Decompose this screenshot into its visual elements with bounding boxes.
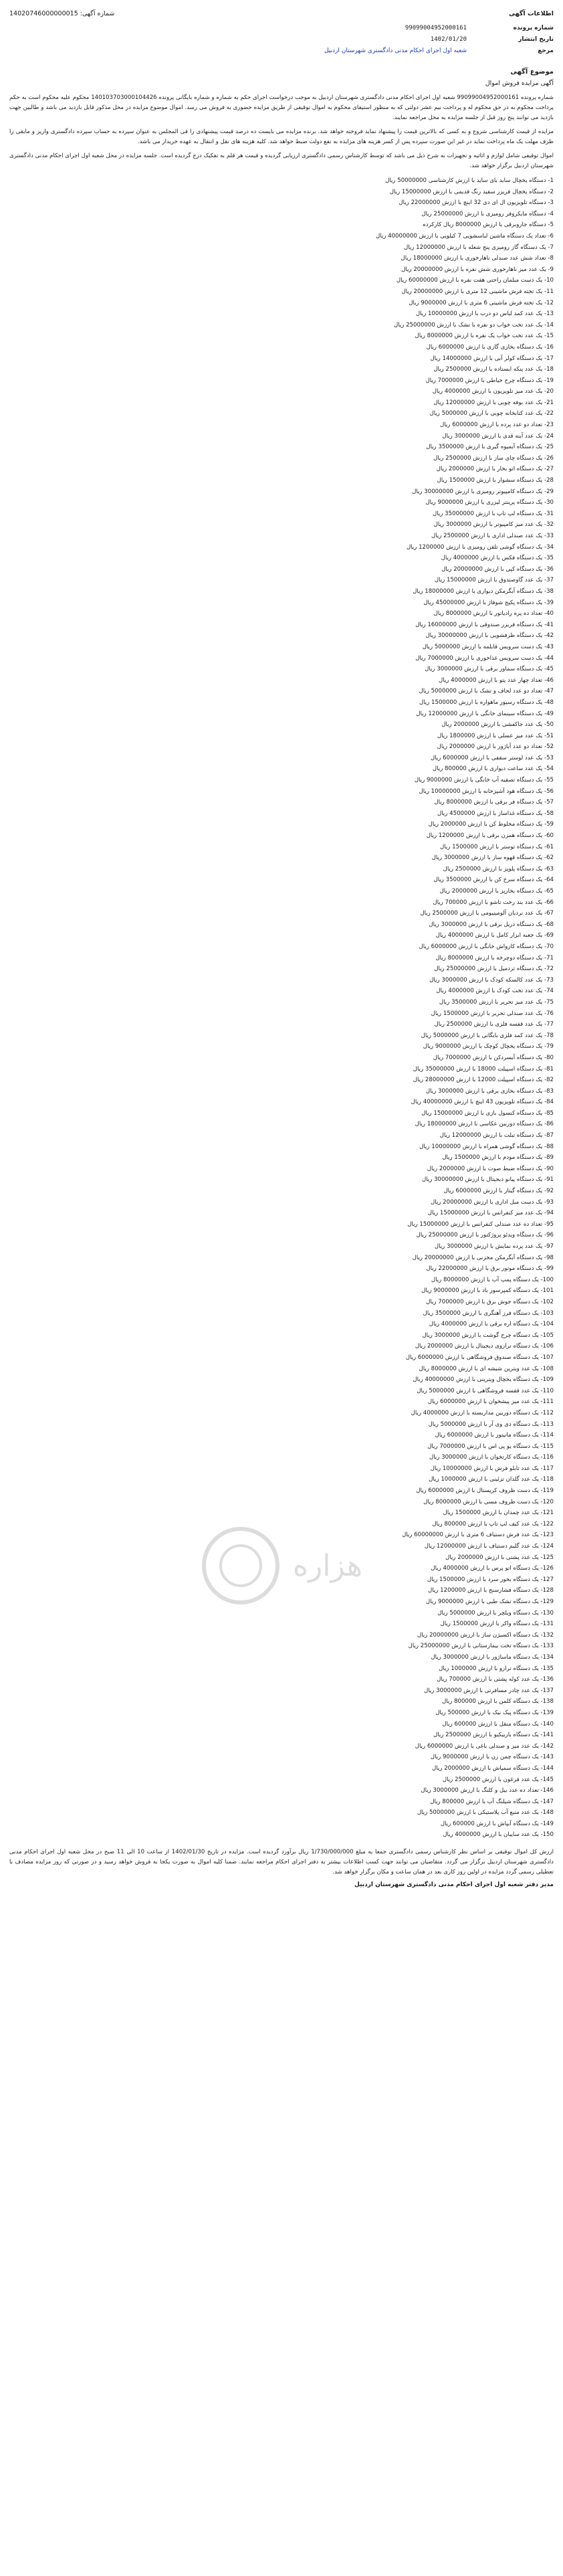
list-item: 79- یک دستگاه یخچال کوچک با ارزش 9000000 ریال xyxy=(423,1043,554,1050)
intro-paragraphs xyxy=(9,93,554,171)
list-item: 56- یک دستگاه هود آشپزخانه با ارزش 10000000 ریال xyxy=(419,788,554,795)
docnum-value: 99099004952000161 xyxy=(405,25,467,31)
meta-row-date xyxy=(9,34,554,45)
list-item: 77- یک عدد قفسه فلزی با ارزش 2500000 ریال xyxy=(434,1021,554,1028)
list-item: 18- یک عدد پنکه ایستاده با ارزش 2500000 ریال xyxy=(433,366,554,373)
list-item: 13- یک عدد کمد لباس دو درب با ارزش 10000000 ریال xyxy=(415,310,554,318)
list-item: 3- دستگاه تلویزیون ال ای دی 32 اینچ با ارزش 22000000 ریال xyxy=(399,199,554,207)
list-item: 41- یک دستگاه فریزر صندوقی با ارزش 16000000 ریال xyxy=(415,621,554,628)
list-item: 75- یک عدد میز تحریر با ارزش 3500000 ریال xyxy=(439,998,554,1006)
intro-paragraph: مزایده از قیمت کارشناسی شروع و به کسی که بالاترین قیمت را پیشنهاد نماید فروخته خواهد شد. برنده مزایده می بایست ده درصد قیمت پیشنهادی را فی المجلس به عنوان سپرده به حساب سپرده دادگستری واریز و مابقی را ظرف مهلت یک ماه پرداخت نماید در غیر این صورت سپرده پس از کسر هزینه های مزایده به نفع دولت ضبط خواهد شد. کلیه هزینه های نقل و انتقال به عهده خریدار می باشد. xyxy=(9,128,554,145)
list-item: 146- تعداد ده عدد بیل و کلنگ با ارزش 3000000 ریال xyxy=(421,1787,554,1795)
branch-value: شعبه اول اجرای احکام مدنی دادگستری شهرستان اردبیل xyxy=(324,48,467,54)
list-item: 1- دستگاه یخچال ساید بای ساید با ارزش کارشناسی 50000000 ریال xyxy=(385,177,554,184)
list-item: 134- یک دستگاه ماساژور با ارزش 3000000 ریال xyxy=(431,1653,554,1661)
date-label: تاریخ انتشار xyxy=(518,36,554,43)
list-item: 27- یک دستگاه اتو بخار با ارزش 2000000 ریال xyxy=(436,466,554,473)
list-item: 57- یک دستگاه فر برقی با ارزش 8000000 ریال xyxy=(434,799,554,806)
list-item: 141- یک دستگاه باربیکیو با ارزش 2500000 ریال xyxy=(433,1732,554,1739)
list-item: 82- یک دستگاه اسپیلت 12000 با ارزش 28000000 ریال xyxy=(413,1077,554,1084)
list-item: 89- یک دستگاه مودم با ارزش 1500000 ریال xyxy=(442,1154,554,1162)
list-item: 115- یک دستگاه یو پی اس با ارزش 7000000 ریال xyxy=(427,1443,554,1450)
list-item: 81- یک دستگاه اسپیلت 18000 با ارزش 35000000 ریال xyxy=(413,1065,554,1073)
list-item: 51- یک عدد میز عسلی با ارزش 1800000 ریال xyxy=(437,732,554,739)
list-item: 100- یک دستگاه پمپ آب با ارزش 8000000 ریال xyxy=(431,1276,554,1283)
list-item: 117- یک عدد تابلو فرش با ارزش 10000000 ریال xyxy=(430,1465,554,1472)
list-item: 93- یک دست مبل اداری با ارزش 20000000 ریال xyxy=(431,1198,554,1206)
list-item: 34- یک دستگاه گوشی تلفن رومیزی با ارزش 1200000 ریال xyxy=(406,543,554,551)
list-item: 33- یک عدد صندلی اداری با ارزش 2500000 ریال xyxy=(431,533,554,539)
list-item: 118- یک عدد گلدان تزئینی با ارزش 1000000 ریال xyxy=(429,1476,554,1483)
list-item: 39- یک دستگاه پکیج شوفاژ با ارزش 45000000 ریال xyxy=(423,599,554,606)
list-item: 98- یک دستگاه آبگرمکن مخزنی با ارزش 20000000 ریال xyxy=(412,1254,554,1261)
list-item: 124- یک عدد گلیم دستباف با ارزش 12000000 ریال xyxy=(424,1543,554,1550)
list-item: 58- یک دستگاه غذاساز با ارزش 4500000 ریال xyxy=(437,810,554,817)
list-item: 122- یک عدد کیف لپ تاپ با ارزش 800000 ریال xyxy=(432,1520,554,1528)
list-item: 145- یک عدد فرغون با ارزش 2500000 ریال xyxy=(442,1776,554,1783)
list-item: 136- یک عدد کوله پشتی با ارزش 700000 ریال xyxy=(437,1676,554,1683)
list-item: 19- یک دستگاه چرخ خیاطی با ارزش 7000000 ریال xyxy=(425,377,554,384)
list-item: 21- یک عدد بوفه چوبی با ارزش 12000000 ریال xyxy=(433,399,554,406)
list-item: 25- یک دستگاه آبمیوه گیری با ارزش 3500000 ریال xyxy=(426,444,554,451)
list-item: 125- یک عدد پشتی با ارزش 2000000 ریال xyxy=(445,1554,554,1561)
list-item: 78- یک عدد کمد فلزی بایگانی با ارزش 5000000 ریال xyxy=(421,1032,554,1039)
list-item: 24- یک عدد آینه قدی با ارزش 3000000 ریال xyxy=(442,432,554,440)
list-item: 49- یک دستگاه سینمای خانگی با ارزش 12000000 ریال xyxy=(416,710,554,717)
list-item: 113- یک دستگاه دی وی آر با ارزش 5000000 ریال xyxy=(428,1420,554,1428)
list-item: 112- یک دستگاه دوربین مداربسته با ارزش 4000000 ریال xyxy=(411,1409,554,1416)
intro-paragraph: اموال توقیفی شامل لوازم و اثاثیه و تجهیزات به شرح ذیل می باشد که توسط کارشناس رسمی دادگستری ارزیابی گردیده و قیمت هر قلم به تفکیک درج گردیده است. جلسه مزایده در محل شعبه اول اجرای احکام مدنی دادگستری شهرستان اردبیل برگزار خواهد شد. xyxy=(9,153,554,169)
list-item: 99- یک دستگاه موتور برق با ارزش 22000000 ریال xyxy=(426,1265,554,1273)
list-item: 10- یک دست مبلمان راحتی هفت نفره با ارزش 60000000 ریال xyxy=(396,277,554,284)
list-item: 2- دستگاه یخچال فریزر سفید رنگ قدیمی با ارزش 15000000 ریال xyxy=(389,188,554,195)
list-item: 28- یک دستگاه سشوار با ارزش 1500000 ریال xyxy=(437,477,554,484)
list-item: 35- یک دستگاه فکس با ارزش 4000000 ریال xyxy=(441,555,554,562)
list-item: 96- یک دستگاه ویدئو پروژکتور با ارزش 25000000 ریال xyxy=(416,1232,554,1239)
list-item: 87- یک دستگاه تبلت با ارزش 12000000 ریال xyxy=(439,1132,554,1139)
list-item: 54- یک عدد ساعت دیواری با ارزش 800000 ریال xyxy=(432,765,554,773)
list-item: 108- یک عدد ویترین شیشه ای با ارزش 8000000 ریال xyxy=(419,1365,554,1372)
list-item: 142- یک عدد میز و صندلی باغی با ارزش 6000000 ریال xyxy=(415,1742,554,1750)
closing-paragraph: ارزش کل اموال توقیفی بر اساس نظر کارشناس رسمی دادگستری جمعا به مبلغ 1/730/000/000 ریال برآورد گردیده است. مزایده در تاریخ 1402/01/30 از ساعت 10 الی 11 صبح در محل شعبه اول اجرای احکام مدنی دادگستری شهرستان اردبیل برگزار می گردد. متقاضیان می توانند جهت کسب اطلاعات بیشتر به دفتر اجرای احکام مراجعه نمایند. ضمنا کلیه اموال به صورت یکجا به فروش خواهد رسید و در صورتی که روز مزایده مصادف با تعطیلی رسمی گردد مزایده در اولین روز کاری بعد در همان ساعت و مکان برگزار خواهد شد. xyxy=(9,1849,554,1876)
list-item: 61- یک دستگاه توستر با ارزش 1500000 ریال xyxy=(440,843,554,850)
list-item: 6- تعداد یک دستگاه ماشین لباسشویی 7 کیلویی با ارزش 40000000 ریال xyxy=(375,232,554,240)
list-item: 26- یک دستگاه چای ساز با ارزش 2500000 ریال xyxy=(433,454,554,462)
list-item: 68- یک دستگاه دریل برقی با ارزش 3000000 ریال xyxy=(429,921,554,928)
list-item: 20- یک عدد میز تلویزیون با ارزش 4000000 ریال xyxy=(432,388,554,395)
list-item: 137- یک عدد چادر مسافرتی با ارزش 3000000 ریال xyxy=(424,1687,554,1694)
list-item: 106- یک دستگاه ترازوی دیجیتال با ارزش 2000000 ریال xyxy=(415,1343,554,1350)
page-title: اطلاعات آگهی xyxy=(509,10,554,17)
list-item: 4- دستگاه مایکروفر رومیزی با ارزش 25000000 ریال xyxy=(421,210,554,217)
list-item: 147- یک دستگاه شیلنگ آب با ارزش 800000 ریال xyxy=(430,1798,554,1805)
list-item: 138- یک دستگاه کلمن با ارزش 800000 ریال xyxy=(441,1698,554,1706)
list-item: 31- یک دستگاه لپ تاپ با ارزش 35000000 ریال xyxy=(433,510,554,517)
list-item: 121- یک عدد چمدان با ارزش 1500000 ریال xyxy=(443,1509,554,1517)
list-item: 37- یک عدد گاوصندوق با ارزش 15000000 ریال xyxy=(434,577,554,584)
list-item: 63- یک دستگاه پلوپز با ارزش 2500000 ریال xyxy=(443,865,554,872)
list-item: 72- یک دستگاه تردمیل با ارزش 25000000 ریال xyxy=(434,965,554,973)
list-item: 46- تعداد چهار عدد پتو با ارزش 4000000 ریال xyxy=(439,676,554,684)
list-item: 67- یک عدد نردبان آلومینیومی با ارزش 2500000 ریال xyxy=(420,910,554,917)
list-item: 70- یک دستگاه کارواش خانگی با ارزش 6000000 ریال xyxy=(419,943,554,950)
list-item: 44- یک دست سرویس غذاخوری با ارزش 7000000 ریال xyxy=(415,654,554,662)
list-item: 62- یک دستگاه قهوه ساز با ارزش 3000000 ریال xyxy=(431,854,554,862)
list-item: 55- یک دستگاه تصفیه آب خانگی با ارزش 9000000 ریال xyxy=(414,777,554,784)
list-item: 50- یک عدد جاکفشی با ارزش 2000000 ریال xyxy=(441,721,554,729)
list-item: 43- یک دست سرویس قابلمه با ارزش 5000000 ریال xyxy=(422,643,554,650)
subject-section-title: موضوع آگهی xyxy=(510,68,554,76)
list-item: 64- یک دستگاه سرخ کن با ارزش 3500000 ریال xyxy=(433,877,554,884)
list-item: 74- یک عدد تخت کودک با ارزش 4000000 ریال xyxy=(436,988,554,995)
list-item: 105- یک دستگاه چرخ گوشت با ارزش 3000000 ریال xyxy=(422,1331,554,1339)
list-item: 109- یک دستگاه یخچال ویترینی با ارزش 40000000 ریال xyxy=(413,1376,554,1384)
list-item: 127- یک دستگاه بخور سرد با ارزش 1500000 ریال xyxy=(427,1576,554,1583)
list-item: 59- یک دستگاه مخلوط کن با ارزش 2000000 ریال xyxy=(428,821,554,828)
list-item: 130- یک دستگاه ویلچر با ارزش 5000000 ریال xyxy=(437,1609,554,1617)
list-item: 69- یک جعبه ابزار کامل با ارزش 4000000 ریال xyxy=(435,932,554,939)
list-item: 32- یک عدد میز کامپیوتر با ارزش 3000000 ریال xyxy=(433,521,554,529)
list-item: 126- یک دستگاه اتو پرس با ارزش 4000000 ریال xyxy=(431,1565,554,1572)
item-list xyxy=(9,175,554,1841)
list-item: 119- یک دست ظروف کریستال با ارزش 6000000 ریال xyxy=(416,1487,554,1495)
list-item: 144- یک دستگاه سمپاش با ارزش 2000000 ریال xyxy=(432,1764,554,1772)
list-item: 12- یک تخته فرش ماشینی 6 متری با ارزش 9000000 ریال xyxy=(409,299,554,306)
meta-grid xyxy=(9,23,554,57)
list-item: 36- یک دستگاه کپی با ارزش 20000000 ریال xyxy=(441,565,554,573)
date-value: 1402/01/20 xyxy=(430,36,467,43)
list-item: 22- یک عدد کتابخانه چوبی با ارزش 5000000 ریال xyxy=(429,410,554,418)
list-item: 90- یک دستگاه ضبط صوت با ارزش 2000000 ریال xyxy=(427,1165,554,1172)
list-item: 88- یک دستگاه گوشی همراه با ارزش 10000000 ریال xyxy=(419,1143,554,1150)
ticket-number: شماره آگهی: 14020746000000015 xyxy=(9,10,115,17)
list-item: 149- یک دستگاه آبپاش با ارزش 600000 ریال xyxy=(440,1820,554,1827)
list-item: 71- یک دستگاه دوچرخه با ارزش 8000000 ریال xyxy=(435,954,554,961)
list-item: 103- یک دستگاه فرز آهنگری با ارزش 3500000 ریال xyxy=(423,1309,554,1317)
docnum-label: شماره پرونده xyxy=(513,25,554,31)
list-item: 97- یک عدد پرده نمایش با ارزش 3000000 ریال xyxy=(434,1243,554,1250)
list-item: 123- یک عدد فرش دستباف 6 متری با ارزش 60000000 ریال xyxy=(402,1532,554,1539)
list-item: 94- یک عدد میز کنفرانس با ارزش 15000000 ریال xyxy=(427,1210,554,1217)
list-item: 52- تعداد دو عدد آباژور با ارزش 2000000 ریال xyxy=(437,743,554,751)
list-item: 42- یک دستگاه ظرفشویی با ارزش 30000000 ریال xyxy=(425,632,554,640)
list-item: 116- یک دستگاه کارتخوان با ارزش 3000000 ریال xyxy=(429,1454,554,1461)
list-item: 5- دستگاه جاروبرقی با ارزش 8000000 ریال کارکرده xyxy=(423,221,554,229)
list-item: 80- یک دستگاه آبسردکن با ارزش 7000000 ریال xyxy=(433,1054,554,1061)
list-item: 114- یک دستگاه مانیتور با ارزش 6000000 ریال xyxy=(435,1432,554,1439)
meta-row-docnum xyxy=(9,23,554,34)
list-item: 16- یک دستگاه بخاری گازی با ارزش 6000000 ریال xyxy=(426,343,554,351)
list-item: 102- یک دستگاه جوش برق با ارزش 7000000 ریال xyxy=(426,1298,554,1305)
list-item: 128- یک دستگاه فشارسنج با ارزش 1200000 ریال xyxy=(428,1587,554,1594)
list-item: 150- یک عدد سایبان با ارزش 4000000 ریال xyxy=(443,1831,554,1839)
list-item: 76- یک عدد صندلی تحریر با ارزش 1500000 ریال xyxy=(431,1010,554,1017)
list-item: 111- یک عدد میز پیشخوان با ارزش 6000000 ریال xyxy=(427,1398,554,1406)
list-item: 53- یک عدد لوستر سقفی با ارزش 6000000 ریال xyxy=(431,754,554,761)
intro-paragraph: شماره پرونده 99099004952000161 شعبه اول اجرای احکام مدنی دادگستری شهرستان اردبیل به موجب درخواست اجرای حکم به شماره و شماره بایگانی پرونده 140103703000104426 محکوم علیه محکوم است به حکم پرداخت محکوم به در حق محکوم له و پرداخت نیم عشر دولتی که به منظور استیفای محکوم به اموال توقیفی از طریق مزایده حضوری به فروش می رسد. اموال موضوع مزایده در محل مذکور قابل بازدید می باشد و طالبین جهت بازدید می توانند پنج روز قبل از جلسه مزایده به محل مراجعه نمایند. xyxy=(9,94,554,121)
list-item: 84- یک دستگاه تلویزیون 43 اینچ با ارزش 40000000 ریال xyxy=(411,1099,554,1106)
list-item: 104- یک دستگاه اره برقی با ارزش 4000000 ریال xyxy=(429,1321,554,1328)
list-item: 143- یک دستگاه چمن زن با ارزش 9000000 ریال xyxy=(430,1754,554,1761)
list-item: 47- تعداد دو عدد لحاف و تشک با ارزش 5000000 ریال xyxy=(419,688,554,695)
list-item: 129- یک دستگاه تشک طبی با ارزش 9000000 ریال xyxy=(425,1598,554,1605)
list-item: 9- یک عدد میز ناهارخوری شش نفره با ارزش 20000000 ریال xyxy=(401,266,554,273)
list-item: 135- یک دستگاه ترازو با ارزش 1000000 ریال xyxy=(439,1665,554,1672)
list-item: 65- یک دستگاه بخارپز با ارزش 2000000 ریال xyxy=(439,888,554,895)
list-item: 132- یک دستگاه اکسیژن ساز با ارزش 20000000 ریال xyxy=(417,1631,554,1639)
list-item: 91- یک دستگاه پیانو دیجیتال با ارزش 30000000 ریال xyxy=(421,1176,554,1184)
list-item: 148- یک عدد منبع آب پلاستیکی با ارزش 5000000 ریال xyxy=(417,1809,554,1817)
watermark-text: هزاره xyxy=(292,1549,363,1583)
list-item: 83- یک دستگاه بخاری برقی با ارزش 3000000 ریال xyxy=(425,1087,554,1095)
list-item: 92- یک دستگاه گیتار با ارزش 6000000 ریال xyxy=(443,1188,554,1195)
subject-text: آگهی مزایده فروش اموال xyxy=(485,80,554,87)
list-item: 131- یک دستگاه واکر با ارزش 1500000 ریال xyxy=(440,1621,554,1628)
list-item: 7- یک دستگاه گاز رومیزی پنج شعله با ارزش 12000000 ریال xyxy=(404,244,554,251)
header-row xyxy=(9,8,554,20)
list-item: 14- یک عدد تخت خواب دو نفره با تشک با ارزش 25000000 ریال xyxy=(393,321,554,329)
list-item: 11- یک تخته فرش ماشینی 12 متری با ارزش 20000000 ریال xyxy=(401,288,554,295)
signature-line: مدیر دفتر شعبه اول اجرای احکام مدنی دادگستری شهرستان اردبیل xyxy=(354,1881,554,1889)
list-item: 40- تعداد ده پره رادیاتور با ارزش 8000000 ریال xyxy=(433,610,554,618)
list-item: 30- یک دستگاه پرینتر لیزری با ارزش 9000000 ریال xyxy=(425,499,554,507)
list-item: 23- تعداد دو عدد پرده با ارزش 6000000 ریال xyxy=(440,422,554,429)
list-item: 73- یک عدد کالسکه کودک با ارزش 3000000 ریال xyxy=(429,976,554,984)
list-item: 120- یک دست ظروف مسی با ارزش 8000000 ریال xyxy=(423,1498,554,1505)
list-item: 133- یک دستگاه تخت بیمارستانی با ارزش 25000000 ریال xyxy=(408,1643,554,1650)
list-item: 140- یک دستگاه منقل با ارزش 600000 ریال xyxy=(442,1720,554,1728)
list-item: 48- یک دستگاه رسیور ماهواره با ارزش 1500000 ریال xyxy=(419,699,554,706)
ticket-value: 14020746000000015 xyxy=(9,10,78,17)
list-item: 17- یک دستگاه کولر آبی با ارزش 14000000 ریال xyxy=(430,355,554,362)
meta-row-branch xyxy=(9,45,554,57)
list-item: 139- یک دستگاه پیک نیک با ارزش 500000 ریال xyxy=(435,1709,554,1716)
list-item: 110- یک عدد قفسه فروشگاهی با ارزش 5000000 ریال xyxy=(417,1387,554,1394)
list-item: 29- یک دستگاه کامپیوتر رومیزی با ارزش 30000000 ریال xyxy=(412,488,554,495)
list-item: 107- یک دستگاه صندوق فروشگاهی با ارزش 6000000 ریال xyxy=(405,1354,554,1361)
branch-label: مرجع xyxy=(538,48,554,54)
list-item: 8- تعداد شش عدد صندلی ناهارخوری با ارزش 18000000 ریال xyxy=(401,255,554,262)
list-item: 38- یک دستگاه آبگرمکن دیواری با ارزش 18000000 ریال xyxy=(413,587,554,595)
list-item: 95- تعداد ده عدد صندلی کنفرانس با ارزش 15000000 ریال xyxy=(407,1220,554,1228)
ticket-label: شماره آگهی xyxy=(82,10,115,17)
list-item: 86- یک دستگاه دوربین عکاسی با ارزش 18000000 ریال xyxy=(415,1121,554,1128)
list-item: 15- یک عدد تخت خواب یک نفره با ارزش 8000000 ریال xyxy=(415,333,554,340)
list-item: 85- یک دستگاه کنسول بازی با ارزش 15000000 ریال xyxy=(421,1109,554,1117)
list-item: 45- یک دستگاه سماور برقی با ارزش 3000000 ریال xyxy=(425,666,554,673)
list-item: 60- یک دستگاه همزن برقی با ارزش 1200000 ریال xyxy=(426,832,554,840)
list-item: 101- یک دستگاه کمپرسور باد با ارزش 9000000 ریال xyxy=(421,1287,554,1295)
list-item: 66- یک عدد بند رخت تاشو با ارزش 700000 ریال xyxy=(433,899,554,906)
